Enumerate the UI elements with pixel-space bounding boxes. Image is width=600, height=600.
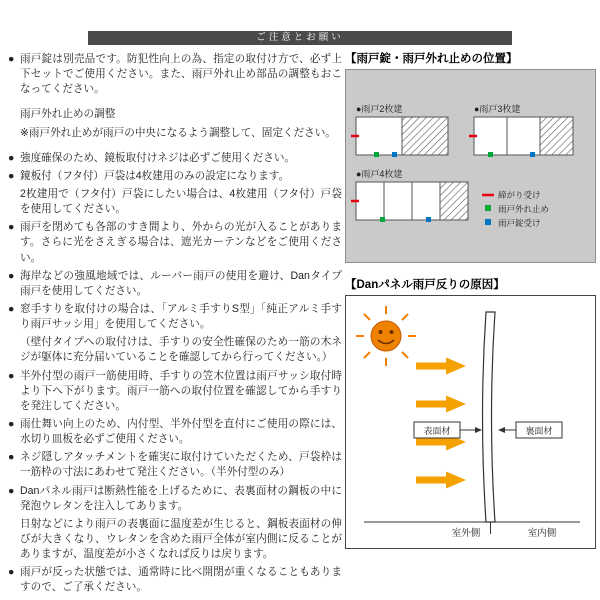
note-text: 日射などにより雨戸の表裏面に温度差が生じると、鋼板表面材の伸びが大きくなり、ウレタンを含めた雨戸全体が室内側に反ることがありますが、温度差が小さくなれば反りは戻ります。 [20, 517, 342, 561]
diagram-3panel [469, 117, 573, 157]
figure2-title: 【Danパネル雨戸反りの原因】 [345, 279, 505, 291]
diagram-legend [482, 190, 549, 228]
front-material-callout [414, 422, 482, 438]
stopper-mark [488, 152, 493, 157]
note-item [8, 169, 342, 184]
note-item [8, 484, 342, 514]
shutter-case-hatched [540, 117, 573, 155]
note-item [8, 335, 342, 365]
lock-receiver-mark [426, 217, 431, 222]
stopper-mark [380, 217, 385, 222]
note-item [8, 187, 342, 217]
note-text: 半外付型の雨戸一筋使用時、手すりの笠木位置は雨戸サッシ取付時より下へ下がります。雨戸一筋への取付位置を確認してから手すりを発注してください。 [20, 369, 342, 412]
note-bullet: ● [8, 53, 15, 65]
note-item [8, 417, 342, 447]
heat-arrow [416, 358, 466, 375]
floor-line-group [364, 522, 580, 539]
shutter-position-diagram [346, 70, 595, 262]
note-bullet: ● [8, 169, 15, 182]
note-text: 雨戸錠は別売品です。防犯性向上の為、指定の取付け方で、必ず上下セットでご使用ください。また、雨戸外れ止め部品の調整もおこなってください。 [20, 53, 342, 96]
note-bullet: ● [8, 417, 15, 430]
callout-arrowhead [498, 427, 505, 433]
legend-lock-swatch [485, 219, 491, 225]
note-bullet: ● [8, 269, 15, 282]
shutter-panel [483, 312, 496, 522]
notes-column [8, 52, 342, 599]
back-material-label: 裏面材 [525, 426, 553, 436]
note-text: 雨仕舞い向上のため、内付型、半外付型を直付にご使用の際には、水切り皿板を必ずご使用ください。 [20, 417, 342, 446]
note-bullet: ● [8, 302, 15, 315]
note-text: 海岸などの強風地域では、ルーバー雨戸の使用を避け、Danタイプ雨戸を使用してください。 [20, 269, 342, 297]
diagram-4panel-label: ●雨戸4枚建 [356, 169, 403, 179]
figure1-title: 【雨戸錠・雨戸外れ止めの位置】 [345, 53, 518, 65]
note-text: Danパネル雨戸は断熱性能を上げるために、表裏面材の鋼板の中に発泡ウレタンを注入してあります。 [20, 484, 342, 512]
figure2-box [345, 295, 596, 549]
note-text: （壁付タイプへの取付けは、手すりの安全性確保のため一筋の木ネジが躯体に充分届いていることを確認してから行ってください。） [20, 336, 342, 364]
note-bullet: ● [8, 221, 15, 234]
diagram-3panel-label: ●雨戸3枚建 [474, 104, 521, 114]
front-material-label: 表面材 [423, 426, 451, 436]
lock-receiver-mark [530, 152, 535, 157]
outdoor-side-label: 室外側 [451, 528, 481, 539]
note-item [8, 369, 342, 414]
note-bullet: ● [8, 151, 15, 164]
stopper-mark [374, 152, 379, 157]
legend-lock-label: 雨戸錠受け [498, 218, 541, 228]
note-item [8, 220, 342, 265]
diagram-4panel [351, 182, 468, 222]
note-bullet: ● [8, 484, 15, 497]
note-bullet: ● [8, 369, 15, 382]
callout-arrowhead [475, 427, 482, 433]
note-item [8, 126, 342, 141]
note-text: 強度確保のため、鏡板取付けネジは必ずご使用ください。 [20, 151, 296, 164]
note-item [8, 450, 342, 480]
note-text: ※雨戸外れ止めが雨戸の中央になるよう調整して、固定ください。 [20, 126, 336, 139]
note-subheading [8, 107, 342, 122]
note-text: ネジ隠しアタッチメントを確実に取付けていただくため、戸袋枠は一筋枠の寸法にあわせて発注ください。（半外付型のみ） [20, 451, 342, 479]
figure2-section [345, 276, 596, 549]
note-text: 窓手すりを取付けの場合は、「アルミ手すりS型」「純正アルミ手すり雨戸サッシ用」を使用してください。 [20, 302, 342, 331]
notice-header-bar [88, 31, 512, 45]
heat-arrow [416, 472, 466, 489]
note-item [8, 565, 342, 595]
shutter-case-hatched [440, 182, 468, 220]
legend-latch-label: 締がり受け [498, 190, 541, 200]
note-item [8, 151, 342, 166]
note-item [8, 52, 342, 97]
legend-stopper-label: 雨戸外れ止め [498, 204, 550, 214]
note-bullet: ● [8, 451, 15, 464]
indoor-side-label: 室内側 [527, 528, 557, 539]
note-text: 雨戸外れ止めの調整 [20, 108, 116, 121]
sun-icon [356, 306, 416, 366]
notice-header-label: ご注意とお願い [256, 32, 344, 43]
lock-receiver-mark [392, 152, 397, 157]
note-text: 鏡板付（フタ付）戸袋は4枚建用のみの設定になります。 [20, 169, 290, 182]
diagram-2panel-label: ●雨戸2枚建 [356, 104, 403, 114]
note-bullet: ● [8, 566, 15, 579]
note-item [8, 517, 342, 562]
panel-warp-diagram [346, 296, 595, 548]
note-item [8, 302, 342, 332]
note-text: 2枚建用で（フタ付）戸袋にしたい場合は、4枚建用（フタ付）戸袋を使用してください。 [20, 187, 342, 216]
shutter-case-hatched [402, 117, 448, 155]
legend-stopper-swatch [485, 205, 491, 211]
figure1-box [345, 69, 596, 263]
note-text: 雨戸が反った状態では、通常時に比べ開閉が重くなることもありますので、ご了承ください。 [20, 566, 342, 594]
diagram-2panel [351, 117, 448, 157]
figures-column [345, 50, 596, 549]
heat-arrow [416, 396, 466, 413]
back-material-callout [498, 422, 562, 438]
note-text: 雨戸を閉めても各部のすき間より、外からの光が入ることがあります。さらに光をさえぎる場合は、遮光カーテンなどをご使用ください。 [20, 221, 342, 264]
note-item [8, 269, 342, 299]
